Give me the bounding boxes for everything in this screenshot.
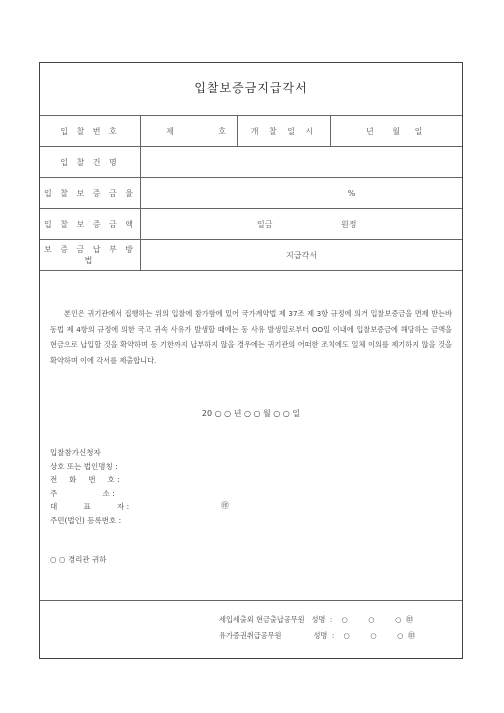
document-frame <box>39 62 463 659</box>
bid-number-suffix: 호 <box>218 126 227 136</box>
date-month: 월 <box>392 126 401 136</box>
applicant-block <box>50 446 129 527</box>
table-row <box>40 178 462 209</box>
officer-line: 세입세출외 현금출납공무원 성명 : ○ ○ ○ ㊞ <box>219 615 414 624</box>
date-year: 년 <box>366 126 374 136</box>
payment-method-value: 지급각서 <box>141 240 463 271</box>
applicant-header: 입찰참가신청자 <box>50 448 101 457</box>
bid-number-prefix: 제 <box>166 126 174 136</box>
amount-suffix: 원정 <box>341 219 357 229</box>
officer-line: 유가증권취급공무원 성명 : ○ ○ ○ ㊞ <box>219 631 416 640</box>
table-row <box>40 209 462 240</box>
applicant-row: 대 표 자 : <box>50 502 130 511</box>
deposit-rate-label: 입 찰 보 증 금 율 <box>40 178 141 209</box>
applicant-row: 주 소 : <box>50 488 115 498</box>
applicant-row: 상호 또는 법인명칭 : <box>50 461 118 471</box>
document-date: 20 ○ ○ 년 ○ ○ 월 ○ ○ 일 <box>201 409 301 418</box>
table-row <box>40 240 462 271</box>
table-row <box>40 147 462 178</box>
bid-info-table <box>40 115 462 271</box>
divider <box>40 600 462 601</box>
addressee: ○ ○ 경리관 귀하 <box>50 555 107 564</box>
bid-number-value <box>141 116 238 147</box>
opening-date-label: 개 찰 일 시 <box>238 116 331 147</box>
deposit-rate-value: % <box>141 178 463 209</box>
bid-number-label: 입 찰 번 호 <box>40 116 141 147</box>
deposit-amount-value <box>141 209 463 240</box>
document-title: 입찰보증금지급각서 <box>194 81 308 95</box>
bid-name-label: 입 찰 건 명 <box>40 147 141 178</box>
deposit-amount-label: 입 찰 보 증 금 액 <box>40 209 141 240</box>
table-row <box>40 116 462 147</box>
applicant-row: 주민(법인) 등록번호 : <box>50 515 122 525</box>
bid-name-value <box>141 147 463 178</box>
amount-prefix: 일금 <box>257 219 273 229</box>
opening-date-value <box>331 116 463 147</box>
pledge-paragraph: 본인은 귀기관에서 집행하는 위의 입찰에 참가함에 있어 국가계약법 제 37조 제 3항 규정에 의거 입찰보증금을 면제 받는바 동법 제 4항의 규정에 의한 국고 귀속 사유가 발생할 때에는 동 사유 발생일로부터 OO일 이내에 입찰보증금에 해당하는 금액을 현금으로 납입할 것을 확약하며 동 기한까지 납부하지 않을 경우에는 귀기관의 어떠한 조치에도 일체 이의를 제기하지 않을 것을 확약하며 이에 각서를 제출합니다. <box>50 309 452 365</box>
seal-mark: ㊞ <box>221 501 229 510</box>
applicant-row: 전 화 번 호 : <box>50 475 120 484</box>
date-day: 일 <box>414 126 423 136</box>
payment-method-label: 보 증 금 납 부 방 법 <box>40 240 141 271</box>
